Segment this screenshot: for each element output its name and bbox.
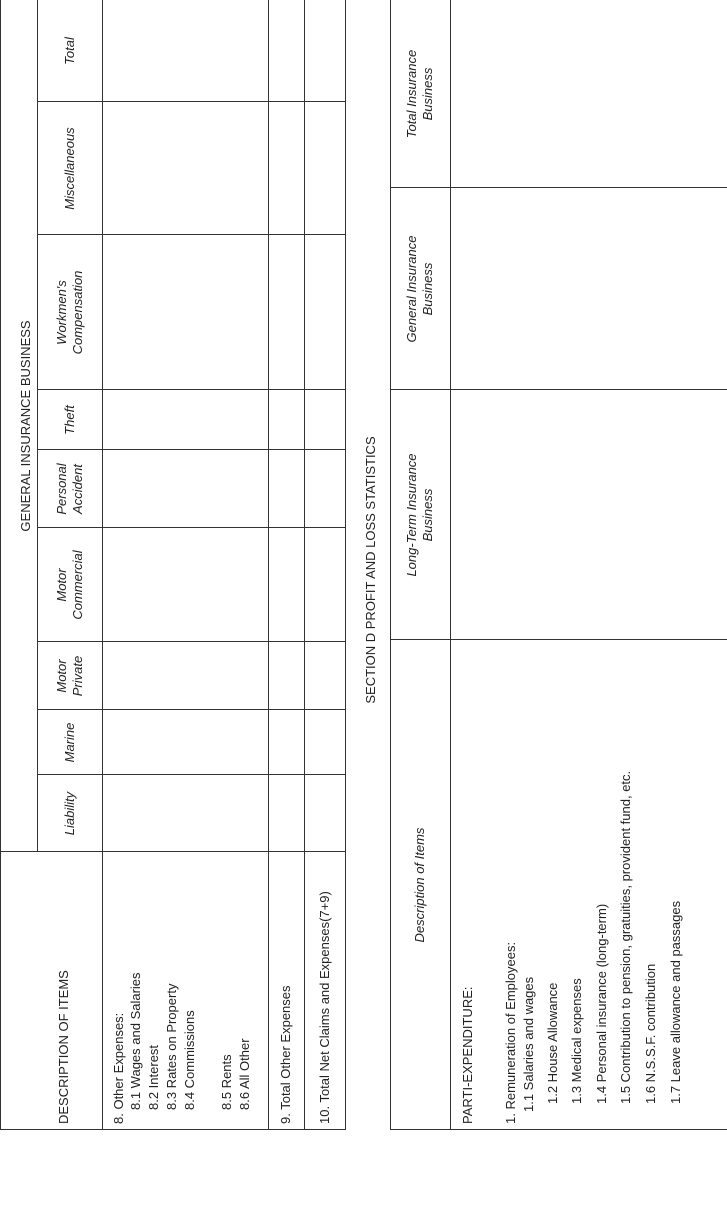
- row-interest: 8.2 Interest: [146, 1044, 161, 1110]
- col-header-workmens-l1: Workmen's: [54, 280, 69, 345]
- col-header-motor-commercial-l1: Motor: [54, 568, 69, 602]
- col-divider-liability: [37, 774, 345, 775]
- pl-header-general-l2: Business: [420, 262, 435, 316]
- col-header-marine: Marine: [62, 722, 77, 763]
- header-bottom-line: [102, 0, 103, 1130]
- col-header-personal-accident-l2: Accident: [70, 464, 85, 514]
- col-header-miscellaneous: Miscellaneous: [62, 127, 77, 210]
- pl-header-bottom-line: [450, 0, 451, 1130]
- row-line-2: [304, 0, 305, 1130]
- pl-header-total-l2: Business: [420, 67, 435, 121]
- col-header-personal-accident-l1: Personal: [54, 463, 69, 515]
- row-commissions: 8.4 Commissions: [182, 1010, 197, 1110]
- pl-header-description: Description of Items: [412, 827, 427, 943]
- row-all-other: 8.6 All Other: [237, 1038, 252, 1110]
- pl-col-divider-2: [390, 389, 727, 390]
- row-rents: 8.5 Rents: [219, 1054, 234, 1110]
- pl-header-long-term-l1: Long-Term Insurance: [404, 453, 419, 577]
- pl-top-border: [390, 0, 391, 1130]
- pl-header-general-l1: General Insurance: [404, 235, 419, 343]
- row-total-net-claims: 10. Total Net Claims and Expenses(7+9): [317, 891, 332, 1124]
- col-header-motor-private-l2: Private: [70, 655, 85, 697]
- pl-col-divider-1: [390, 639, 727, 640]
- pl-col-divider-3: [390, 187, 727, 188]
- pl-row-part1-expenditure: PARTI-EXPENDITURE:: [460, 986, 475, 1124]
- pl-row-remuneration: 1. Remuneration of Employees:: [503, 941, 518, 1124]
- row-total-other-expenses: 9. Total Other Expenses: [278, 985, 293, 1124]
- general-insurance-title: GENERAL INSURANCE BUSINESS: [18, 320, 33, 532]
- pl-row-leave-allowance: 1.7 Leave allowance and passages: [668, 900, 683, 1104]
- col-header-theft: Theft: [62, 405, 77, 435]
- col-divider-desc: [0, 851, 345, 852]
- section-d-title: SECTION D PROFIT AND LOSS STATISTICS: [363, 436, 378, 704]
- pl-header-long-term-l2: Business: [420, 488, 435, 542]
- col-header-workmens-l2: Compensation: [70, 270, 85, 355]
- pl-row-personal-insurance: 1.4 Personal insurance (long-term): [594, 903, 609, 1104]
- col-header-motor-commercial-l2: Commercial: [70, 550, 85, 620]
- pl-row-house-allowance: 1.2 House Allowance: [545, 982, 560, 1104]
- col-divider-miscellaneous: [37, 101, 345, 102]
- description-header: DESCRIPTION OF ITEMS: [56, 970, 71, 1124]
- col-header-total: Total: [62, 37, 77, 65]
- table-left-border: [0, 1129, 345, 1130]
- pl-left-border: [390, 1129, 727, 1130]
- col-header-motor-private-l1: Motor: [54, 659, 69, 693]
- col-header-liability: Liability: [62, 791, 77, 836]
- row-other-expenses: 8. Other Expenses:: [111, 1012, 126, 1124]
- pl-row-nssf: 1.6 N.S.S.F. contribution: [643, 963, 658, 1104]
- row-line-1: [268, 0, 269, 1130]
- group-header-line: [37, 0, 38, 852]
- pl-header-total-l1: Total Insurance: [404, 49, 419, 139]
- table-top-border: [0, 0, 1, 1130]
- row-rates-on-property: 8.3 Rates on Property: [164, 983, 179, 1110]
- row-wages-salaries: 8.1 Wages and Salaries: [128, 972, 143, 1110]
- table-bottom-border: [345, 0, 346, 1130]
- pl-row-salaries-wages: 1.1 Salaries and wages: [521, 976, 536, 1112]
- pl-row-pension-contribution: 1.5 Contribution to pension, gratuities, provident fund, etc.: [618, 770, 633, 1104]
- pl-row-medical-expenses: 1.3 Medical expenses: [569, 978, 584, 1104]
